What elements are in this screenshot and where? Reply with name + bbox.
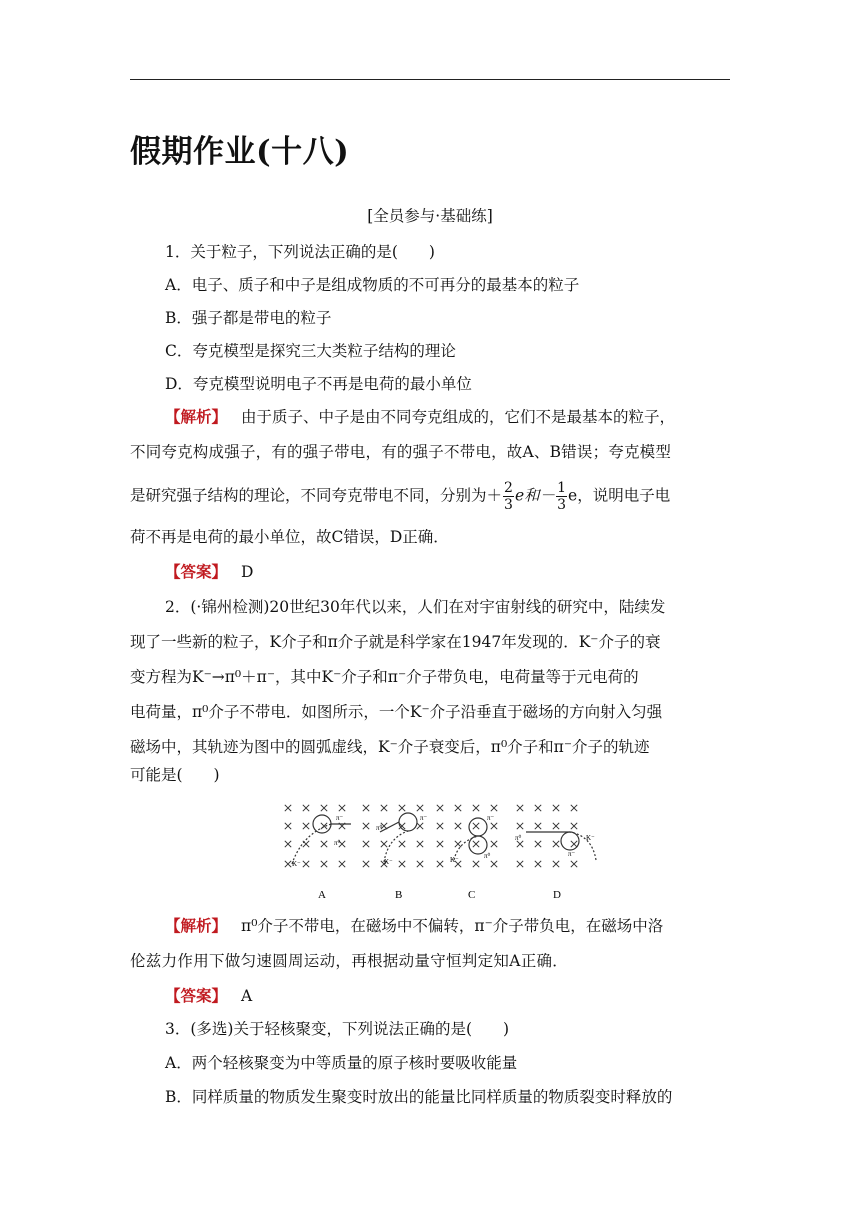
cross-mark (363, 861, 369, 867)
cross-mark (399, 861, 405, 867)
fraction-one-third: $\frac{1}{3}$ (557, 480, 567, 513)
option-c-label: C (468, 889, 476, 901)
field-crosses (285, 805, 577, 867)
q1-option-b: B．强子都是带电的粒子 (165, 309, 332, 327)
q1-answer: 【答案】 D (165, 562, 254, 581)
cross-mark (363, 841, 369, 847)
analysis-tag: 【解析】 (165, 407, 228, 426)
cross-mark (517, 823, 523, 829)
panel-c-pi-zero-label: π⁰ (484, 852, 491, 860)
q2-analysis-line2: 伦兹力作用下做匀速圆周运动，再根据动量守恒判定知A正确． (130, 952, 569, 970)
q2-line1: 2．(·锦州检测)20世纪30年代以来，人们在对宇宙射线的研究中，陆续发 (165, 598, 666, 616)
cross-mark (491, 823, 497, 829)
cross-mark (437, 823, 443, 829)
cross-mark (363, 823, 369, 829)
panel-c-pi-minus-label: π⁻ (487, 814, 495, 822)
cross-mark (455, 805, 461, 811)
option-a-label: A (318, 889, 326, 901)
q3-stem: 3．(多选)关于轻核聚变，下列说法正确的是( ) (165, 1020, 510, 1038)
cross-mark (321, 841, 327, 847)
q1-option-c: C．夸克模型是探究三大类粒子结构的理论 (165, 342, 456, 360)
cross-mark (303, 823, 309, 829)
section-heading: [全员参与·基础练] (367, 207, 493, 225)
cross-mark (399, 805, 405, 811)
q2-answer: 【答案】 A (165, 986, 253, 1005)
header-rule (130, 79, 730, 80)
cross-mark (303, 861, 309, 867)
q3-option-b: B．同样质量的物质发生聚变时放出的能量比同样质量的物质裂变时释放的 (165, 1088, 673, 1106)
q1-stem: 1．关于粒子，下列说法正确的是( ) (165, 243, 435, 261)
page-title: 假期作业(十八) (130, 134, 350, 170)
cross-mark (571, 841, 577, 847)
magnetic-field-figure (284, 798, 604, 904)
answer-tag: 【答案】 (165, 562, 228, 581)
q2-line2: 现了一些新的粒子，K介子和π介子就是科学家在1947年发现的．K⁻介子的衰 (130, 633, 661, 651)
cross-mark (491, 805, 497, 811)
cross-mark (517, 861, 523, 867)
cross-mark (455, 823, 461, 829)
cross-mark (417, 861, 423, 867)
q1-option-a: A．电子、质子和中子是组成物质的不可再分的最基本的粒子 (165, 276, 580, 294)
cross-mark (339, 805, 345, 811)
q1-analysis-line1: 【解析】 由于质子、中子是由不同夸克组成的，它们不是最基本的粒子， (165, 407, 676, 426)
answer-tag: 【答案】 (165, 986, 228, 1005)
cross-mark (553, 805, 559, 811)
cross-mark (571, 861, 577, 867)
cross-mark (535, 841, 541, 847)
q2-line5: 磁场中，其轨迹为图中的圆弧虚线，K⁻介子衰变后，π⁰介子和π⁻介子的轨迹 (130, 738, 650, 756)
q2-line4: 电荷量，π⁰介子不带电．如图所示，一个K⁻介子沿垂直于磁场的方向射入匀强 (130, 703, 663, 721)
cross-mark (437, 805, 443, 811)
cross-mark (535, 805, 541, 811)
cross-mark (381, 841, 387, 847)
panel-c-tracks (454, 818, 487, 860)
q1-analysis-line3: 是研究强子结构的理论，不同夸克带电不同，分别为＋ $\frac{2}{3}$ e和－ $\frac{1}{3}$ e，说明电子电 (130, 480, 671, 513)
cross-mark (553, 861, 559, 867)
cross-mark (473, 823, 479, 829)
option-b-label: B (395, 889, 403, 901)
panel-a-tracks (292, 815, 351, 864)
panel-a-k-minus-label: K⁻ (292, 860, 301, 868)
cross-mark (535, 823, 541, 829)
panel-d-pi-zero-label: π⁰ (515, 834, 522, 842)
cross-mark (381, 805, 387, 811)
cross-mark (363, 805, 369, 811)
fraction-two-thirds: $\frac{2}{3}$ (504, 480, 513, 513)
q2-line3: 变方程为K⁻→π⁰＋π⁻，其中K⁻介子和π⁻介子带负电，电荷量等于元电荷的 (130, 668, 639, 686)
cross-mark (399, 841, 405, 847)
cross-mark (473, 861, 479, 867)
cross-mark (321, 861, 327, 867)
panel-b-k-minus-label: K⁻ (384, 858, 393, 866)
cross-mark (285, 841, 291, 847)
cross-mark (437, 861, 443, 867)
cross-mark (417, 805, 423, 811)
cross-mark (285, 861, 291, 867)
option-d-label: D (553, 889, 561, 901)
cross-mark (455, 841, 461, 847)
cross-mark (473, 805, 479, 811)
panel-d-pi-minus-label: π⁻ (568, 850, 576, 858)
panel-a-pi-zero-label: π⁰ (334, 839, 341, 847)
panel-a-pi-minus-label: π⁻ (336, 814, 344, 822)
panel-d-k-minus-label: K⁻ (586, 834, 595, 842)
cross-mark (517, 805, 523, 811)
cross-mark (571, 823, 577, 829)
cross-mark (553, 823, 559, 829)
cross-mark (437, 841, 443, 847)
panel-c-k-minus-label: K⁻ (450, 856, 459, 864)
panel-b-pi-zero-label: π⁰ (376, 824, 383, 832)
q3-option-a: A．两个轻核聚变为中等质量的原子核时要吸收能量 (165, 1054, 518, 1072)
q1-option-d: D．夸克模型说明电子不再是电荷的最小单位 (165, 375, 472, 393)
q1-analysis-line4: 荷不再是电荷的最小单位，故C错误，D正确． (130, 528, 449, 546)
q1-analysis-line2: 不同夸克构成强子，有的强子带电，有的强子不带电，故A、B错误；夸克模型 (130, 443, 672, 461)
cross-mark (285, 805, 291, 811)
analysis-tag: 【解析】 (165, 916, 228, 935)
cross-mark (491, 841, 497, 847)
q2-line6: 可能是( ) (130, 766, 220, 784)
cross-mark (553, 841, 559, 847)
cross-mark (417, 823, 423, 829)
cross-mark (321, 805, 327, 811)
cross-mark (535, 861, 541, 867)
cross-mark (417, 841, 423, 847)
panel-b-tracks (380, 813, 417, 862)
panel-b-pi-minus-label: π⁻ (420, 814, 428, 822)
cross-mark (473, 841, 479, 847)
cross-mark (303, 805, 309, 811)
cross-mark (285, 823, 291, 829)
cross-mark (491, 861, 497, 867)
cross-mark (571, 805, 577, 811)
q2-analysis-line1: 【解析】 π⁰介子不带电，在磁场中不偏转，π⁻介子带负电，在磁场中洛 (165, 916, 664, 935)
cross-mark (339, 861, 345, 867)
